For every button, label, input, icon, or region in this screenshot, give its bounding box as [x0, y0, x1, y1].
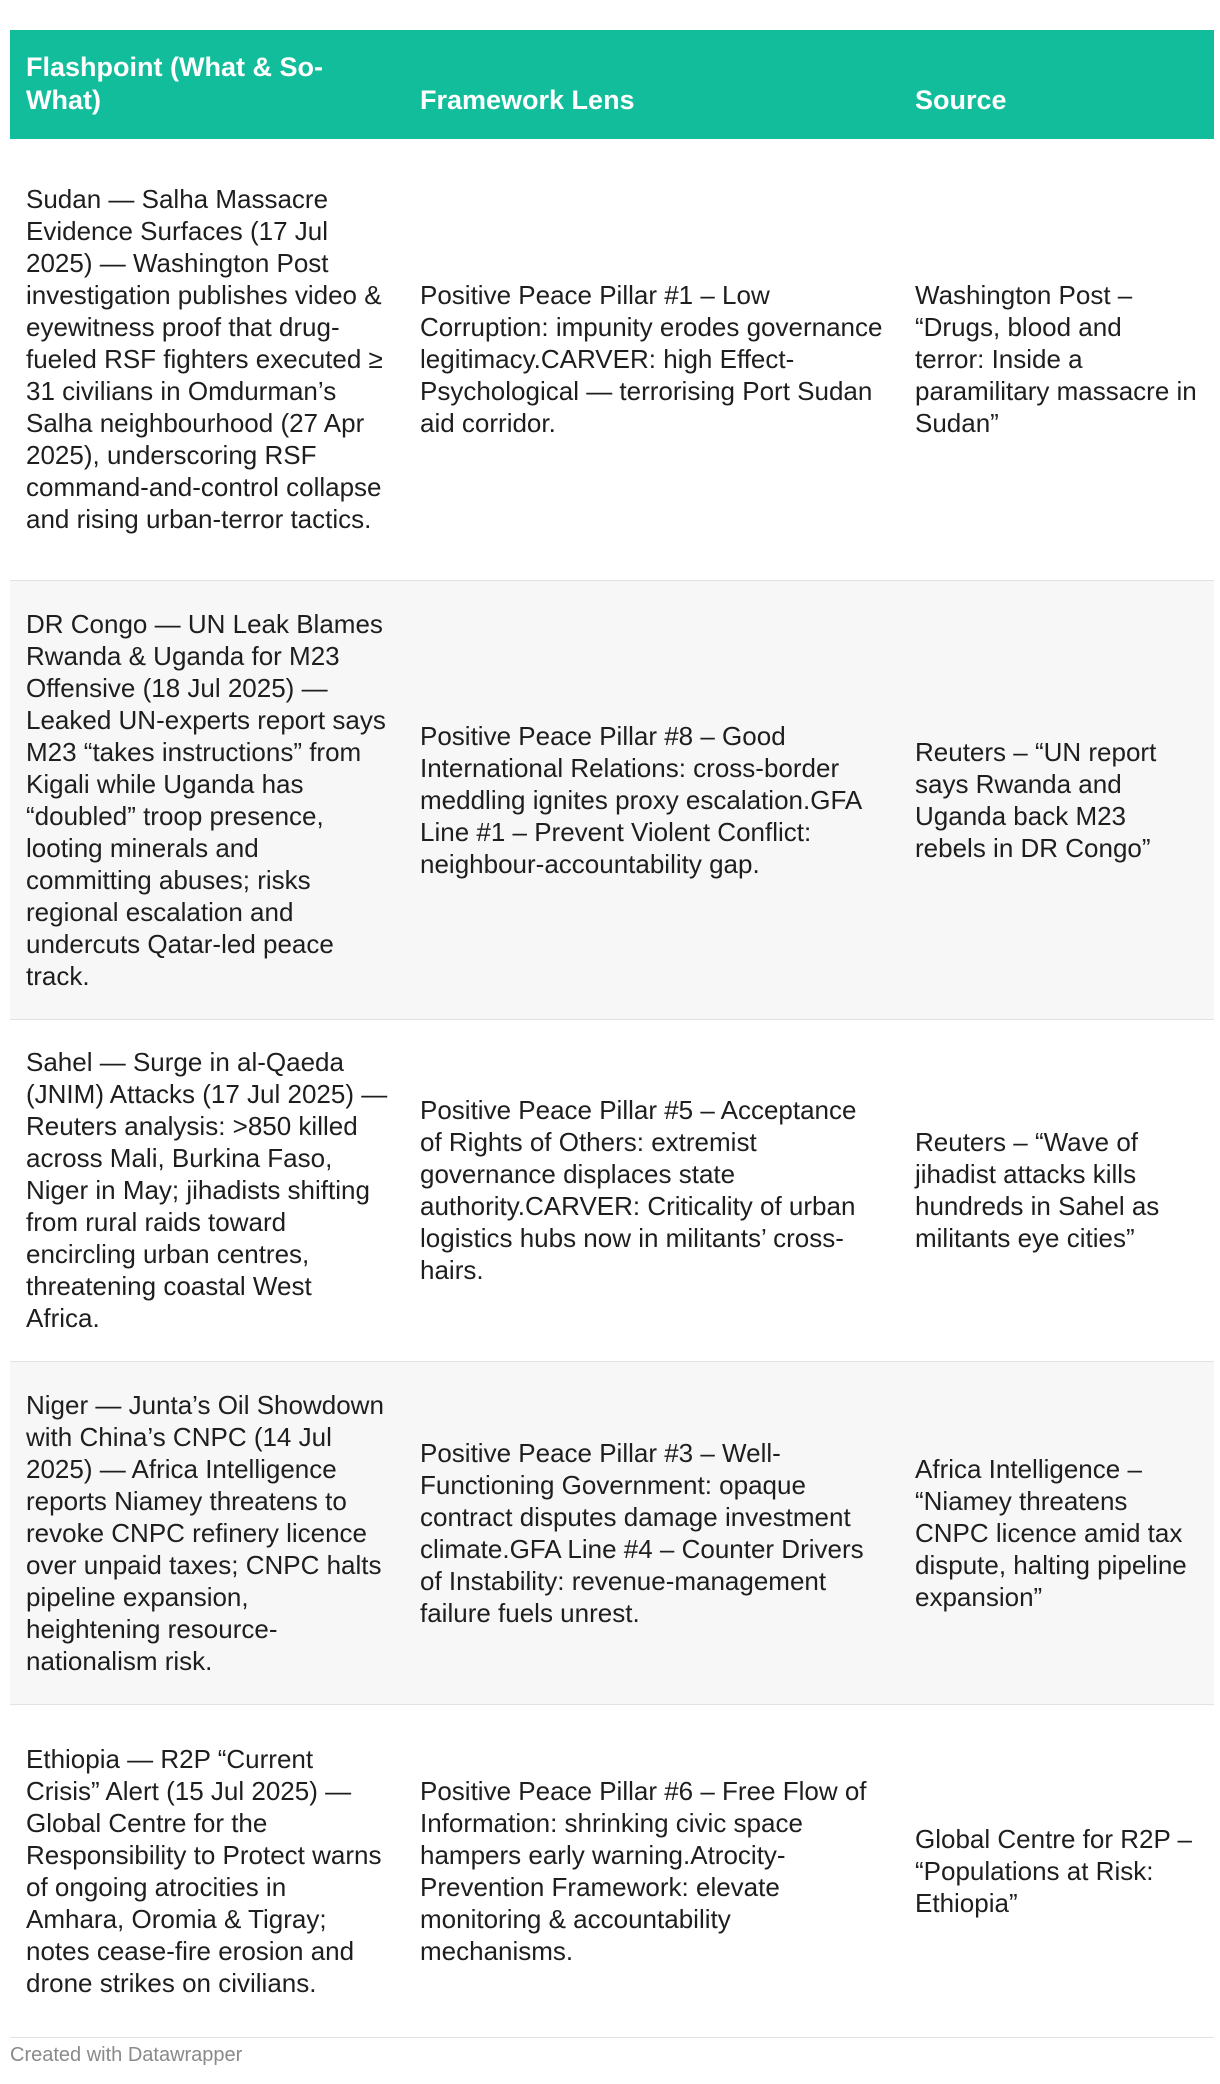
table-row [10, 1019, 1214, 1361]
table-row [10, 1704, 1214, 2037]
cell-source: Reuters – “Wave of jihadist attacks kills hundreds in Sahel as militants eye cities” [899, 1019, 1214, 1361]
cell-framework-lens: Positive Peace Pillar #3 – Well-Functioning Government: opaque contract disputes damage investment climate.GFA Line #4 – Counter Drivers of Instability: revenue-management failure fuels unrest. [404, 1361, 899, 1704]
cell-flashpoint: Niger — Junta’s Oil Showdown with China’s CNPC (14 Jul 2025) — Africa Intelligence reports Niamey threatens to revoke CNPC refinery licence over unpaid taxes; CNPC halts pipeline expansion, heightening resource-nationalism risk. [10, 1361, 404, 1704]
footer-credit[interactable]: Created with Datawrapper [10, 2044, 243, 2066]
table-row [10, 580, 1214, 1019]
cell-source: Washington Post – “Drugs, blood and terror: Inside a paramilitary massacre in Sudan” [899, 139, 1214, 580]
header-row [10, 30, 1214, 139]
cell-source: Global Centre for R2P – “Populations at Risk: Ethiopia” [899, 1704, 1214, 2037]
cell-framework-lens: Positive Peace Pillar #5 – Acceptance of Rights of Others: extremist governance displaces state authority.CARVER: Criticality of urban logistics hubs now in militants’ cross-hairs. [404, 1019, 899, 1361]
table-row [10, 139, 1214, 580]
flashpoints-table [10, 30, 1214, 2038]
cell-flashpoint: Sahel — Surge in al-Qaeda (JNIM) Attacks (17 Jul 2025) — Reuters analysis: >850 killed across Mali, Burkina Faso, Niger in May; jihadists shifting from rural raids toward encircling urban centres, threatening coastal West Africa. [10, 1019, 404, 1361]
header-source[interactable]: Source [899, 30, 1214, 139]
header-framework-lens[interactable]: Framework Lens [404, 30, 899, 139]
cell-framework-lens: Positive Peace Pillar #1 – Low Corruption: impunity erodes governance legitimacy.CARVER: high Effect-Psychological — terrorising Port Sudan aid corridor. [404, 139, 899, 580]
cell-source: Africa Intelligence – “Niamey threatens CNPC licence amid tax dispute, halting pipeline expansion” [899, 1361, 1214, 1704]
table-header [10, 30, 1214, 139]
cell-framework-lens: Positive Peace Pillar #8 – Good International Relations: cross-border meddling ignites proxy escalation.GFA Line #1 – Prevent Violent Conflict: neighbour-accountability gap. [404, 580, 899, 1019]
header-flashpoint[interactable]: Flashpoint (What & So-What) [10, 30, 404, 139]
cell-source: Reuters – “UN report says Rwanda and Uganda back M23 rebels in DR Congo” [899, 580, 1214, 1019]
cell-framework-lens: Positive Peace Pillar #6 – Free Flow of Information: shrinking civic space hampers early warning.Atrocity-Prevention Framework: elevate monitoring & accountability mechanisms. [404, 1704, 899, 2037]
table-row [10, 1361, 1214, 1704]
table-body [10, 139, 1214, 2037]
data-table-container [10, 30, 1214, 2038]
cell-flashpoint: DR Congo — UN Leak Blames Rwanda & Uganda for M23 Offensive (18 Jul 2025) — Leaked UN-experts report says M23 “takes instructions” from Kigali while Uganda has “doubled” troop presence, looting minerals and committing abuses; risks regional escalation and undercuts Qatar-led peace track. [10, 580, 404, 1019]
cell-flashpoint: Sudan — Salha Massacre Evidence Surfaces (17 Jul 2025) — Washington Post investigation publishes video & eyewitness proof that drug-fueled RSF fighters executed ≥ 31 civilians in Omdurman’s Salha neighbourhood (27 Apr 2025), underscoring RSF command-and-control collapse and rising urban-terror tactics. [10, 139, 404, 580]
cell-flashpoint: Ethiopia — R2P “Current Crisis” Alert (15 Jul 2025) — Global Centre for the Responsibility to Protect warns of ongoing atrocities in Amhara, Oromia & Tigray; notes cease-fire erosion and drone strikes on civilians. [10, 1704, 404, 2037]
